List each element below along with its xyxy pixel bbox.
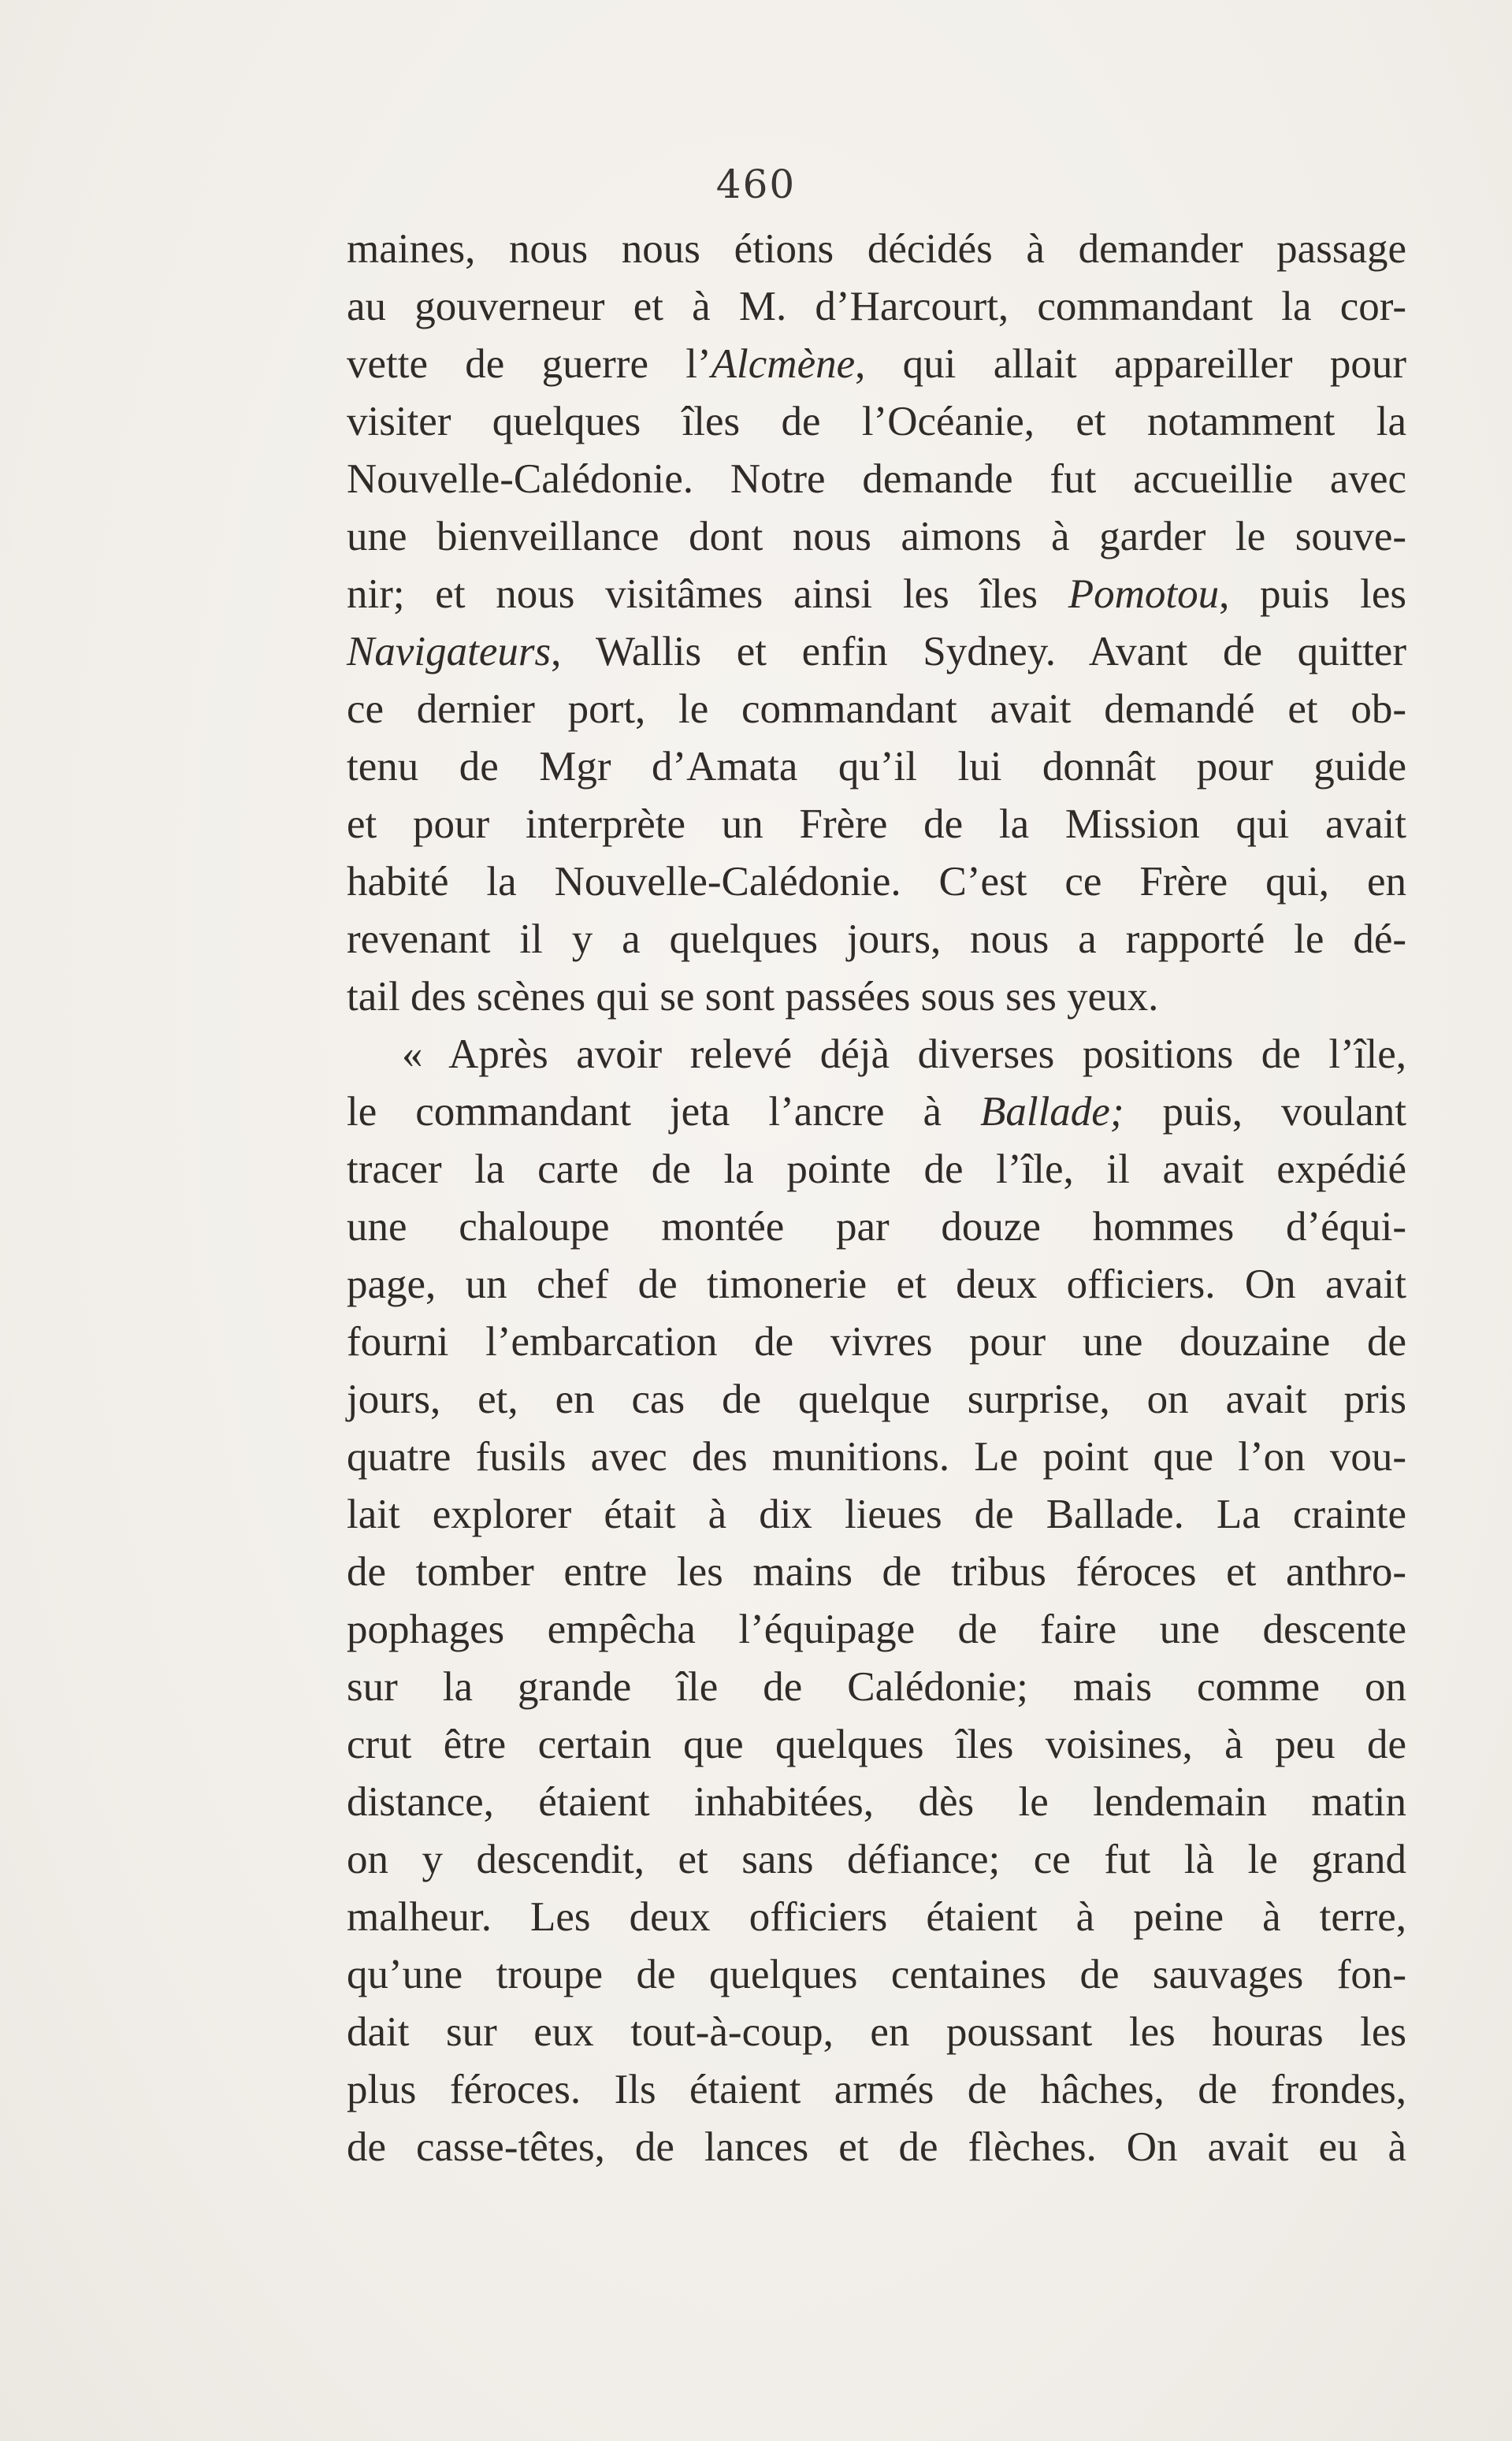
text-line: revenant il y a quelques jours, nous a rapporté le dé- — [347, 916, 1406, 962]
text-line: on y descendit, et sans défiance; ce fut là le grand — [347, 1837, 1406, 1882]
text-line: tenu de Mgr d’Amata qu’il lui donnât pour guide — [347, 744, 1406, 790]
text-line: de casse-têtes, de lances et de flèches. On avait eu à — [347, 2124, 1406, 2170]
text-line: une bienveillance dont nous aimons à garder le souve- — [347, 514, 1406, 559]
text-line: visiter quelques îles de l’Océanie, et notamment la — [347, 399, 1406, 444]
text-line: sur la grande île de Calédonie; mais comme on — [347, 1664, 1406, 1710]
text-line: jours, et, en cas de quelque surprise, on avait pris — [347, 1377, 1406, 1422]
italic-place-name: Navigateurs — [347, 629, 552, 674]
text-line: distance, étaient inhabitées, dès le lendemain matin — [347, 1779, 1406, 1825]
italic-place-name: Pomotou — [1068, 571, 1220, 617]
text-line: une chaloupe montée par douze hommes d’équi- — [347, 1204, 1406, 1250]
text-line: au gouverneur et à M. d’Harcourt, commandant la cor- — [347, 284, 1406, 329]
text-line: le commandant jeta l’ancre à Ballade; puis, voulant — [347, 1089, 1406, 1135]
text-line: nir; et nous visitâmes ainsi les îles Pomotou, puis les — [347, 571, 1406, 617]
text-line: Nouvelle-Calédonie. Notre demande fut accueillie avec — [347, 456, 1406, 502]
text-line: page, un chef de timonerie et deux officiers. On avait — [347, 1261, 1406, 1307]
text-line: fourni l’embarcation de vivres pour une douzaine de — [347, 1319, 1406, 1365]
text-line: maines, nous nous étions décidés à demander passage — [347, 226, 1406, 272]
text-line: « Après avoir relevé déjà diverses positions de l’île, — [402, 1031, 1406, 1077]
italic-ship-name: Alcmène — [711, 341, 856, 387]
text-line: plus féroces. Ils étaient armés de hâches, de frondes, — [347, 2067, 1406, 2112]
text-line: qu’une troupe de quelques centaines de sauvages fon- — [347, 1952, 1406, 1997]
text-line: dait sur eux tout-à-coup, en poussant les houras les — [347, 2009, 1406, 2055]
page-number: 460 — [715, 162, 797, 207]
text-line: quatre fusils avec des munitions. Le point que l’on vou- — [347, 1434, 1406, 1480]
text-line: et pour interprète un Frère de la Mission qui avait — [347, 801, 1406, 847]
text-line: tracer la carte de la pointe de l’île, il avait expédié — [347, 1146, 1406, 1192]
italic-place-name: Ballade; — [979, 1089, 1124, 1135]
text-line: tail des scènes qui se sont passées sous ses yeux. — [347, 974, 1159, 1020]
text-line: ce dernier port, le commandant avait demandé et ob- — [347, 686, 1406, 732]
text-line: habité la Nouvelle-Calédonie. C’est ce Frère qui, en — [347, 859, 1406, 905]
text-line: pophages empêcha l’équipage de faire une descente — [347, 1607, 1406, 1652]
text-line: lait explorer était à dix lieues de Ballade. La crainte — [347, 1492, 1406, 1537]
text-line: de tomber entre les mains de tribus féroces et anthro- — [347, 1549, 1406, 1595]
text-line: Navigateurs, Wallis et enfin Sydney. Avant de quitter — [347, 629, 1406, 674]
body-text — [347, 221, 1406, 2176]
text-line: malheur. Les deux officiers étaient à peine à terre, — [347, 1894, 1406, 1940]
text-line: vette de guerre l’Alcmène, qui allait appareiller pour — [347, 341, 1406, 387]
text-line: crut être certain que quelques îles voisines, à peu de — [347, 1722, 1406, 1767]
